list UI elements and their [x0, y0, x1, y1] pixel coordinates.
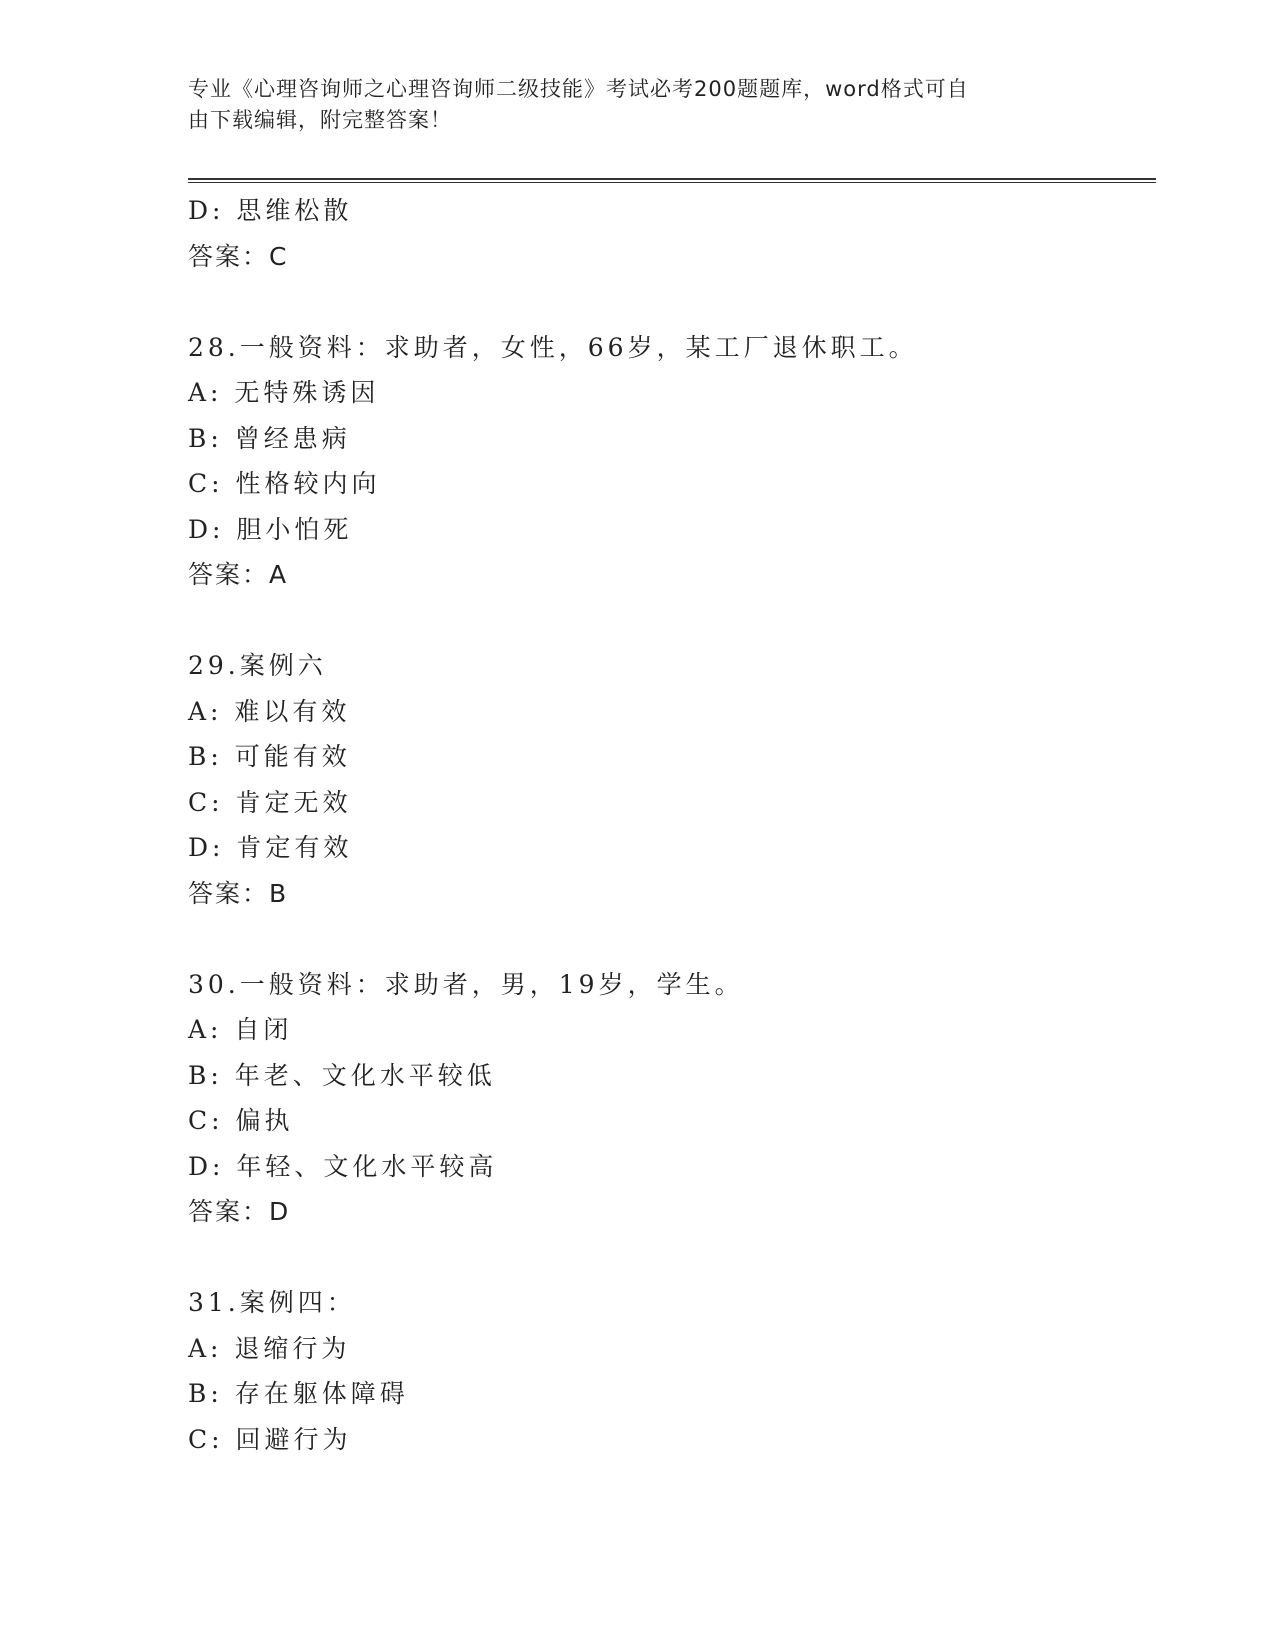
answer-line: 答案：A	[188, 560, 289, 589]
option-c: C: 偏执	[188, 1106, 294, 1135]
page-header	[188, 74, 1068, 136]
question-list	[188, 188, 1148, 1462]
question-stem: 28.一般资料：求助者，女性，66岁，某工厂退休职工。	[188, 332, 918, 362]
option-b: B: 曾经患病	[188, 423, 351, 453]
option-b: B: 可能有效	[188, 742, 351, 771]
option-d: D: 年轻、文化水平较高	[188, 1151, 498, 1181]
spacer	[188, 279, 1148, 325]
question-stem: 29.案例六	[188, 651, 327, 680]
option-c: C: 回避行为	[188, 1424, 352, 1454]
answer-line: 答案：C	[188, 241, 289, 271]
option-a: A: 自闭	[188, 1015, 293, 1044]
question-30	[188, 962, 1148, 1235]
spacer	[188, 598, 1148, 644]
option-b: B: 年老、文化水平较低	[188, 1060, 496, 1090]
option-a: A: 无特殊诱因	[188, 378, 380, 407]
answer-line: 答案：B	[188, 878, 289, 908]
option-d: D: 思维松散	[188, 196, 353, 225]
spacer	[188, 1235, 1148, 1281]
option-c: C: 性格较内向	[188, 469, 381, 498]
question-28	[188, 325, 1148, 598]
question-29	[188, 643, 1148, 916]
answer-line: 答案：D	[188, 1197, 291, 1226]
header-line-1: 专业《心理咨询师之心理咨询师二级技能》考试必考200题题库，word格式可自	[188, 77, 969, 101]
header-line-2: 由下载编辑，附完整答案！	[188, 108, 452, 132]
option-c: C: 肯定无效	[188, 787, 352, 817]
option-d: D: 肯定有效	[188, 833, 353, 862]
option-b: B: 存在躯体障碍	[188, 1379, 409, 1408]
carryover-question	[188, 188, 1148, 279]
question-stem: 30.一般资料：求助者，男，19岁，学生。	[188, 969, 744, 999]
spacer	[188, 916, 1148, 962]
option-a: A: 难以有效	[188, 696, 351, 726]
question-31	[188, 1280, 1148, 1462]
option-d: D: 胆小怕死	[188, 514, 353, 544]
question-stem: 31.案例四：	[188, 1288, 356, 1317]
header-divider	[188, 178, 1156, 183]
option-a: A: 退缩行为	[188, 1333, 351, 1363]
